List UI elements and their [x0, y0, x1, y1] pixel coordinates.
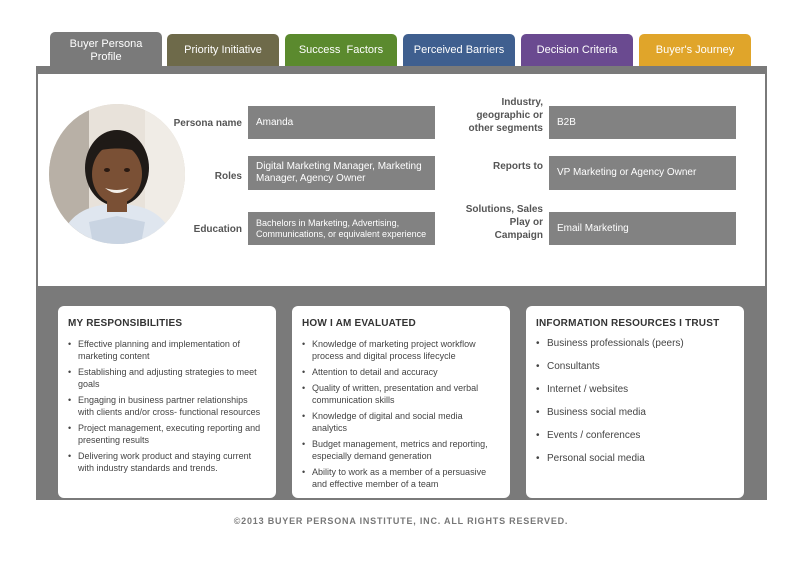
responsibilities-title: MY RESPONSIBILITIES: [68, 318, 183, 329]
list-item: • Events / conferences: [536, 430, 734, 442]
evaluated-card: [292, 306, 510, 498]
responsibilities-list: [68, 338, 266, 474]
resources-title: INFORMATION RESOURCES I TRUST: [536, 318, 720, 329]
list-item: • Engaging in business partner relationships with clients and/or cross- functional resources: [68, 394, 266, 418]
tab-decision-criteria[interactable]: Decision Criteria: [521, 34, 633, 66]
tab-perceived-barriers[interactable]: Perceived Barriers: [403, 34, 515, 66]
copyright-footer: ©2013 BUYER PERSONA INSTITUTE, INC. ALL RIGHTS RESERVED.: [233, 516, 569, 526]
list-item: • Knowledge of marketing project workflow process and digital process lifecycle: [302, 338, 500, 362]
solutions-label: Solutions, Sales Play or Campaign: [465, 204, 543, 241]
evaluated-list: [302, 338, 500, 490]
solutions-field: Email Marketing: [549, 212, 736, 245]
roles-field: Digital Marketing Manager, Marketing Manager, Agency Owner: [248, 156, 435, 190]
industry-label: Industry, geographic or other segments: [468, 97, 543, 134]
list-item: • Internet / websites: [536, 384, 734, 396]
reports-to-field: VP Marketing or Agency Owner: [549, 156, 736, 190]
responsibilities-card: [58, 306, 276, 498]
persona-name-label: Persona name: [173, 118, 242, 129]
evaluated-title: HOW I AM EVALUATED: [302, 318, 416, 329]
industry-field: B2B: [549, 106, 736, 139]
list-item: • Consultants: [536, 361, 734, 373]
tab-priority-initiative[interactable]: Priority Initiative: [167, 34, 279, 66]
list-item: • Business social media: [536, 407, 734, 419]
persona-name-field: Amanda: [248, 106, 435, 139]
list-item: • Ability to work as a member of a persuasive and effective member of a team: [302, 466, 500, 490]
education-label: Education: [193, 224, 242, 235]
list-item: • Quality of written, presentation and verbal communication skills: [302, 382, 500, 406]
reports-to-label: Reports to: [493, 161, 543, 172]
list-item: • Personal social media: [536, 453, 734, 465]
list-item: • Attention to detail and accuracy: [302, 366, 500, 378]
resources-card: [526, 306, 744, 498]
list-item: • Establishing and adjusting strategies to meet goals: [68, 366, 266, 390]
list-item: • Effective planning and implementation of marketing content: [68, 338, 266, 362]
list-item: • Business professionals (peers): [536, 338, 734, 350]
tab-buyers-journey[interactable]: Buyer's Journey: [639, 34, 751, 66]
list-item: • Knowledge of digital and social media analytics: [302, 410, 500, 434]
tab-success-factors[interactable]: Success Factors: [285, 34, 397, 66]
tab-buyer-persona-profile[interactable]: Buyer Persona Profile: [50, 32, 162, 69]
education-field: Bachelors in Marketing, Advertising, Communications, or equivalent experience: [248, 212, 435, 245]
list-item: • Budget management, metrics and reporting, especially demand generation: [302, 438, 500, 462]
resources-list: [536, 338, 734, 465]
list-item: • Project management, executing reporting and presenting results: [68, 422, 266, 446]
roles-label: Roles: [214, 171, 242, 182]
list-item: • Delivering work product and staying current with industry standards and trends.: [68, 450, 266, 474]
